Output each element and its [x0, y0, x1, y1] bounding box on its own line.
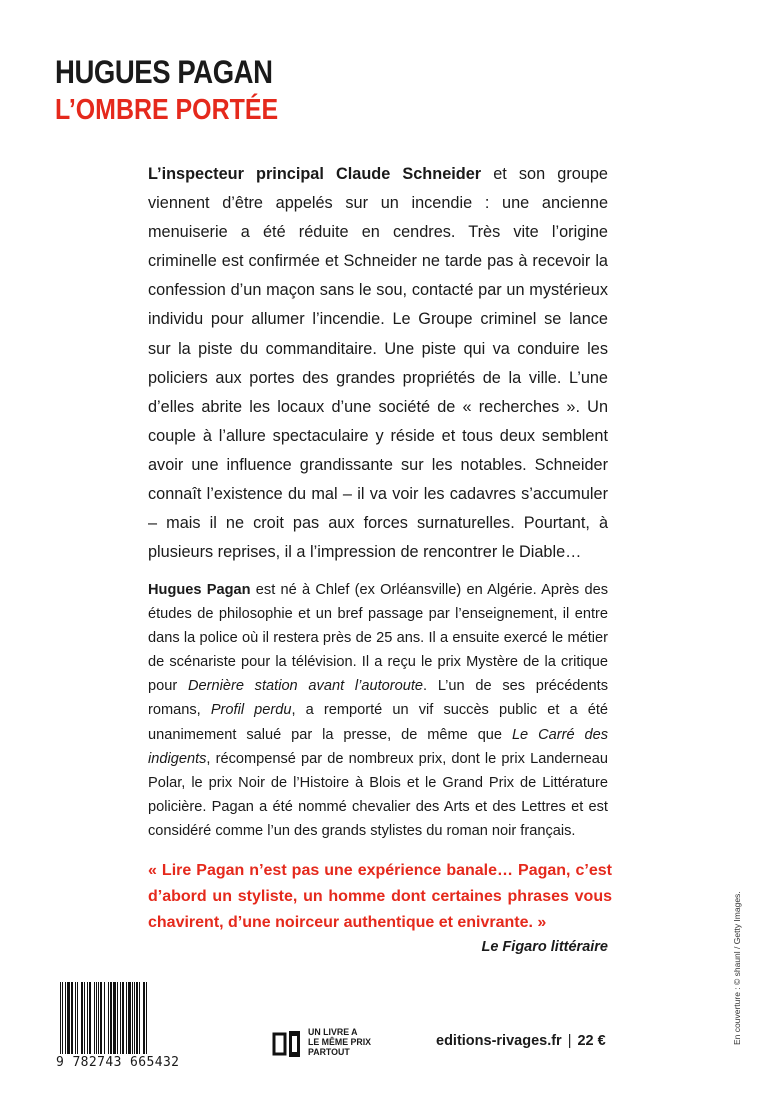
- logo-text: [308, 1027, 371, 1057]
- book-price: 22 €: [577, 1033, 606, 1049]
- logo-line-2: LE MÊME PRIX: [308, 1037, 372, 1047]
- barcode-gap: [147, 982, 149, 1054]
- publisher-footer: [436, 1033, 606, 1049]
- synopsis-text: et son groupe viennent d’être appelés sur un incendie : une ancienne menuiserie a été réduite en cendres. Très vite l’origine criminelle est confirmée et Schneider ne tarde pas à recevoir la confession d’un maçon sans le sou, contacté par un mystérieux individu pour allumer l’incendie. Le Groupe criminel se lance sur la piste du commanditaire. Une piste qui va conduire les policiers aux portes des grandes propriétés de la ville. L’une d’elles abrite les locaux d’une société de « recherches ». Un couple à l’allure spectaculaire y réside et tous deux semblent avoir une influence grandissante sur les notables. Schneider connaît l’existence du mal – il va voir les cadavres s’accumuler – mais il ne croit pas aux forces surnaturelles. Pourtant, à plusieurs reprises, il a l’impression de rencontrer le Diable…: [148, 165, 608, 562]
- bio-text-4: , récompensé par de nombreux prix, dont le prix Landerneau Polar, le prix Noir de l’Histoire à Blois et le Grand Prix de Littérature policière. Pagan a été nommé chevalier des Arts et des Lettres et est considéré comme l’un des grands stylistes du roman noir français.: [148, 750, 608, 839]
- publisher-site[interactable]: editions-rivages.fr: [436, 1033, 562, 1049]
- barcode-bars: [60, 982, 180, 1054]
- bio-text-3: , a remporté un vif succès public et a été unanimement salué par la presse, de même que: [148, 702, 608, 743]
- barcode: [56, 982, 182, 1074]
- bio-text-1: est né à Chlef (ex Orléansville) en Algérie. Après des études de philosophie et un bref passage par l’enseignement, il entre dans la police où il restera près de 25 ans. Il a ensuite exercé le métier de scénariste pour la télévision. Il a reçu le prix Mystère de la critique pour: [148, 582, 608, 695]
- quote-source: Le Figaro littéraire: [481, 939, 608, 955]
- book-title: L’OMBRE PORTÉE: [55, 94, 279, 126]
- author-name: HUGUES PAGAN: [55, 54, 273, 90]
- bio-name: Hugues Pagan: [148, 582, 251, 598]
- logo-line-1: UN LIVRE A: [308, 1027, 358, 1037]
- isbn-number: 9 782743 665432: [56, 1055, 180, 1070]
- synopsis: [148, 160, 608, 567]
- cover-credit: En couverture : © shaunl / Getty Images.: [732, 891, 742, 1045]
- synopsis-lead: L’inspecteur principal Claude Schneider: [148, 165, 482, 183]
- same-price-logo: [272, 1024, 392, 1064]
- author-bio: [148, 578, 608, 843]
- bio-text-2: . L’un de ses précédents romans,: [148, 678, 609, 719]
- bio-book-1: Dernière station avant l’autoroute: [187, 678, 424, 695]
- bio-book-3: Le Carré des indigents: [148, 726, 608, 767]
- book-price-icon: [272, 1030, 302, 1058]
- bio-book-2: Profil perdu: [210, 702, 292, 719]
- logo-line-3: PARTOUT: [308, 1047, 350, 1057]
- footer-separator: |: [567, 1033, 572, 1049]
- press-quote: « Lire Pagan n’est pas une expérience banale… Pagan, c’est d’abord un styliste, un homme dont certaines phrases vous chavirent, d’une noirceur authentique et enivrante. »: [148, 862, 612, 931]
